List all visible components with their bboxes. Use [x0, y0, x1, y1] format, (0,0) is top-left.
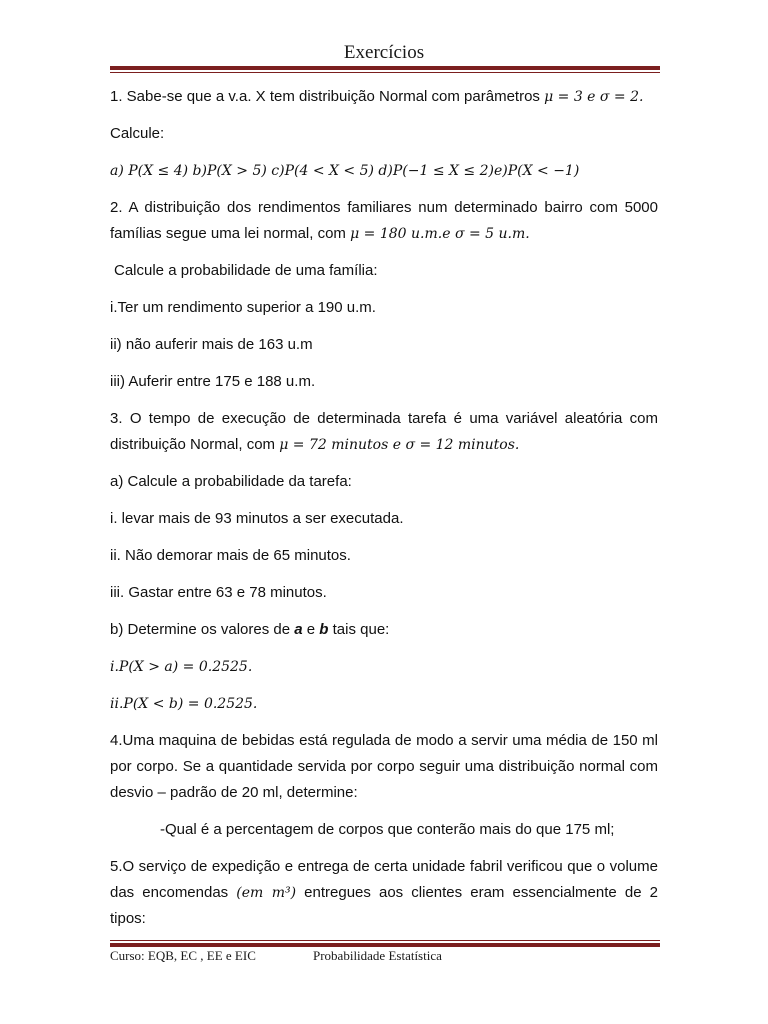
exercise-3-item-iii: iii. Gastar entre 63 e 78 minutos.	[110, 584, 327, 601]
exercise-3-b-i: i.P(X > a) = 0.2525.	[110, 659, 253, 675]
exercise-1-params: μ = 3 e σ = 2.	[544, 89, 644, 105]
exercise-2-intro: 2. A distribuição dos rendimentos familiares num determinado bairro com 5000 famílias segue uma lei normal, com μ = 180 u.m.e σ = 5 u.m.	[110, 199, 658, 242]
exercise-5-unit: (em m³)	[236, 885, 297, 901]
exercise-1-items: a) P(X ≤ 4) b)P(X > 5) c)P(4 < X < 5) d)P(−1 ≤ X ≤ 2)e)P(X < −1)	[110, 163, 580, 179]
exercise-5-text: 5.O serviço de expedição e entrega de certa unidade fabril verificou que o volume das encomendas (em m³) entregues aos clientes eram essencialmente de 2 tipos:	[110, 858, 658, 927]
exercise-3-params: μ = 72 minutos e σ = 12 minutos.	[279, 437, 520, 453]
exercise-1-intro: 1. Sabe-se que a v.a. X tem distribuição Normal com parâmetros μ = 3 e σ = 2.	[110, 88, 644, 105]
exercise-2-item-ii: ii) não auferir mais de 163 u.m	[110, 336, 313, 353]
exercise-4-question: -Qual é a percentagem de corpos que conterão mais do que 175 ml;	[160, 821, 615, 838]
footer-course: Curso: EQB, EC , EE e EIC	[110, 948, 256, 963]
page-title: Exercícios	[343, 42, 425, 63]
exercise-4-text: 4.Uma maquina de bebidas está regulada de modo a servir uma média de 150 ml por corpo. Se a quantidade servida por corpo seguir uma distribuição normal com desvio – padrão de 20 ml, determine:	[110, 732, 658, 801]
exercise-2-calc: Calcule a probabilidade de uma família:	[114, 262, 378, 279]
footer-subject: Probabilidade Estatística	[313, 948, 442, 963]
exercise-3-b-ii: ii.P(X < b) = 0.2525.	[110, 696, 258, 712]
exercise-3-intro: 3. O tempo de execução de determinada tarefa é uma variável aleatória com distribuição Normal, com μ = 72 minutos e σ = 12 minutos.	[110, 410, 658, 453]
document-body	[110, 84, 658, 943]
exercise-2-item-i: i.Ter um rendimento superior a 190 u.m.	[110, 299, 376, 316]
exercise-2-item-iii: iii) Auferir entre 175 e 188 u.m.	[110, 373, 316, 390]
footer-rule	[110, 940, 660, 947]
exercise-3-item-ii: ii. Não demorar mais de 65 minutos.	[110, 547, 351, 564]
header-rule	[110, 66, 660, 73]
exercise-3-b: b) Determine os valores de a e b tais que:	[110, 621, 390, 638]
exercise-3-a: a) Calcule a probabilidade da tarefa:	[110, 473, 352, 490]
exercise-2-params: μ = 180 u.m.e σ = 5 u.m.	[350, 226, 530, 242]
exercise-3-item-i: i. levar mais de 93 minutos a ser executada.	[110, 510, 404, 527]
exercise-1-calc: Calcule:	[110, 125, 165, 142]
